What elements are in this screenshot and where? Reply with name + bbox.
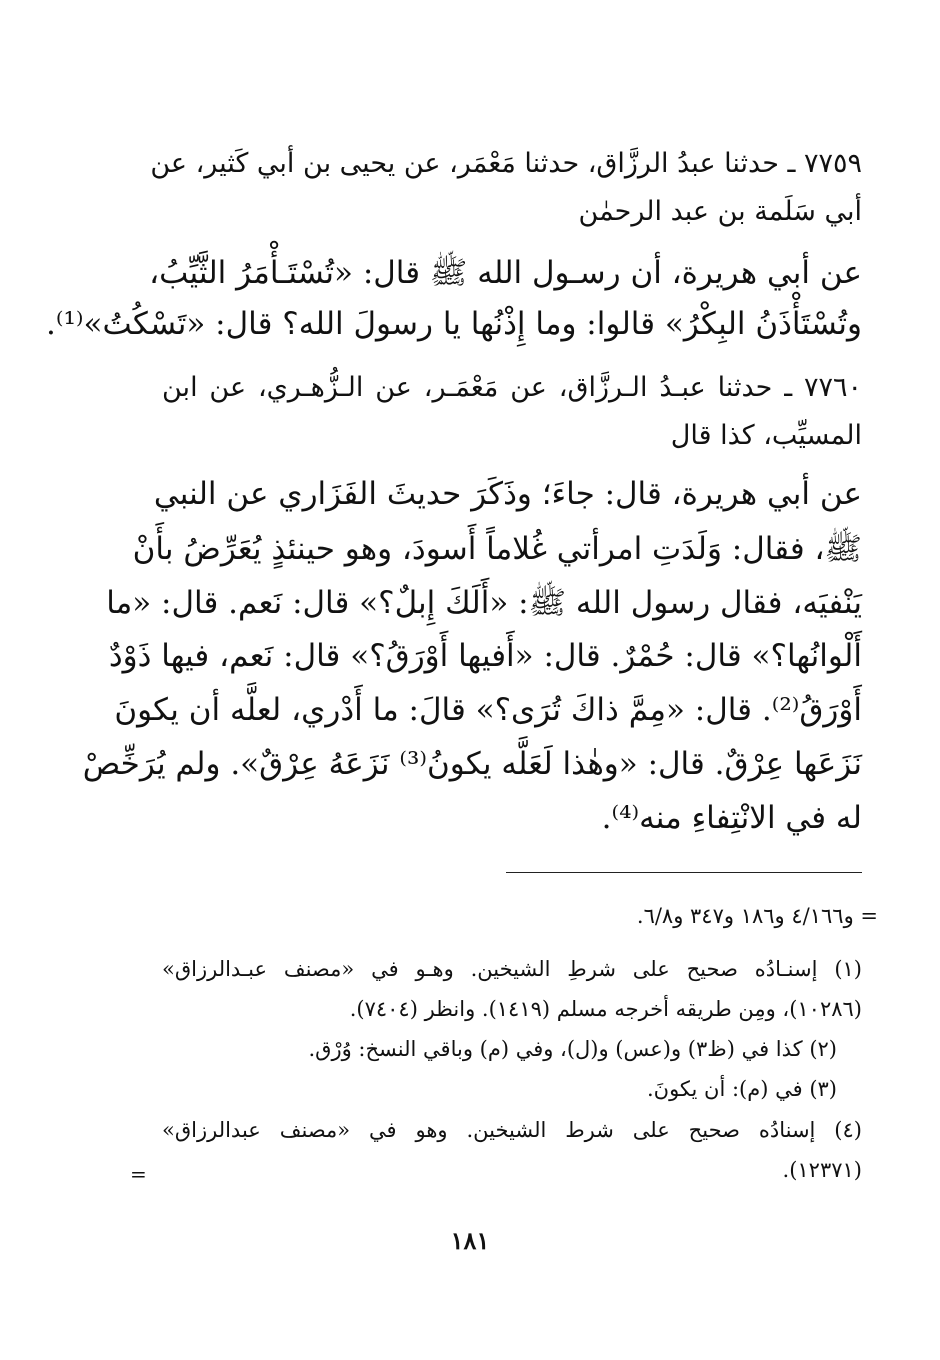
hadith-7760-matn-line-7: له في الانْتِفاءِ منه⁽⁴⁾. xyxy=(601,800,862,836)
footnote-continuation: = و٤/١٦٦ و١٨٦ و٣٤٧ و٦/٨. xyxy=(636,904,878,928)
hadith-7759-isnad-line-2: أبي سَلَمة بن عبد الرحمٰن xyxy=(578,196,862,227)
hadith-7760-matn-line-3: يَنْفيَه، فقال رسول الله ﷺ: «أَلَكَ إِبلٌ؟» قال: نَعم. قال: «ما xyxy=(106,585,862,621)
hadith-7759-matn-line-1: عن أبي هريرة، أن رسـول الله ﷺ قال: «تُسْتَـأْمَرُ الثَّيِّبُ، xyxy=(149,255,862,291)
hadith-7759-isnad-line-1: ٧٧٥٩ ـ حدثنا عبدُ الرزَّاق، حدثنا مَعْمَر، عن يحيى بن أبي كَثير، عن xyxy=(150,148,862,179)
hadith-7760-matn-line-2: ﷺ، فقال: وَلَدَتِ امرأتي غُلاماً أَسودَ، وهو حينئذٍ يُعَرِّضُ بأَنْ xyxy=(132,531,862,567)
footnote-1-line-2: (١٠٢٨٦)، ومِن طريقه أخرجه مسلم (١٤١٩). وانظر (٧٤٠٤). xyxy=(349,997,862,1021)
continuation-mark: = xyxy=(130,1162,147,1186)
hadith-7759-matn-line-2: وتُسْتَأْذَنُ البِكْرُ» قالوا: وما إِذْنُها يا رسولَ الله؟ قال: «تَسْكُتُ»⁽¹⁾. xyxy=(46,306,862,342)
hadith-7760-matn-line-6: نَزَعَها عِرْقٌ. قال: «وهٰذا لَعَلَّه يكونُ⁽³⁾ نَزَعَهُ عِرْقٌ». ولم يُرَخِّصْ xyxy=(82,746,862,782)
footnote-2: (٢) كذا في (ظ٣) و(عس) و(ل)، وفي (م) وباقي النسخ: وُرْق. xyxy=(308,1037,837,1061)
footnote-1-line-1: (١) إسنـادُه صحيح على شرطِ الشيخين. وهـو في «مصنف عبـدالرزاق» xyxy=(162,957,862,981)
footnote-3: (٣) في (م): أن يكونَ. xyxy=(646,1077,837,1101)
hadith-7760-matn-line-4: أَلْوانُها؟» قال: حُمْرٌ. قال: «أَفيها أَوْرَقُ؟» قال: نَعم، فيها ذَوْدٌ xyxy=(108,638,862,674)
footnote-4-line-1: (٤) إسنادُه صحيح على شرط الشيخين. وهو في «مصنف عبدالرزاق» xyxy=(162,1118,862,1142)
hadith-7760-matn-line-1: عن أبي هريرة، قال: جاءَ؛ وذَكَرَ حديثَ الفَزَاري عن النبي xyxy=(153,476,862,512)
hadith-7760-isnad-line-1: ٧٧٦٠ ـ حدثنا عبـدُ الـرزَّاق، عن مَعْمَـر، عن الـزُّهـري، عن ابن xyxy=(162,372,862,403)
hadith-7760-isnad-line-2: المسيِّب، كذا قال xyxy=(670,420,862,451)
hadith-7760-matn-line-5: أَوْرَقُ⁽²⁾. قال: «مِمَّ ذاكَ تُرَى؟» قالَ: ما أَدْري، لعلَّه أن يكونَ xyxy=(114,692,862,728)
footnote-separator xyxy=(506,872,862,873)
page-number: ١٨١ xyxy=(450,1226,490,1255)
footnote-4-line-2: (١٢٣٧١). xyxy=(782,1158,862,1182)
